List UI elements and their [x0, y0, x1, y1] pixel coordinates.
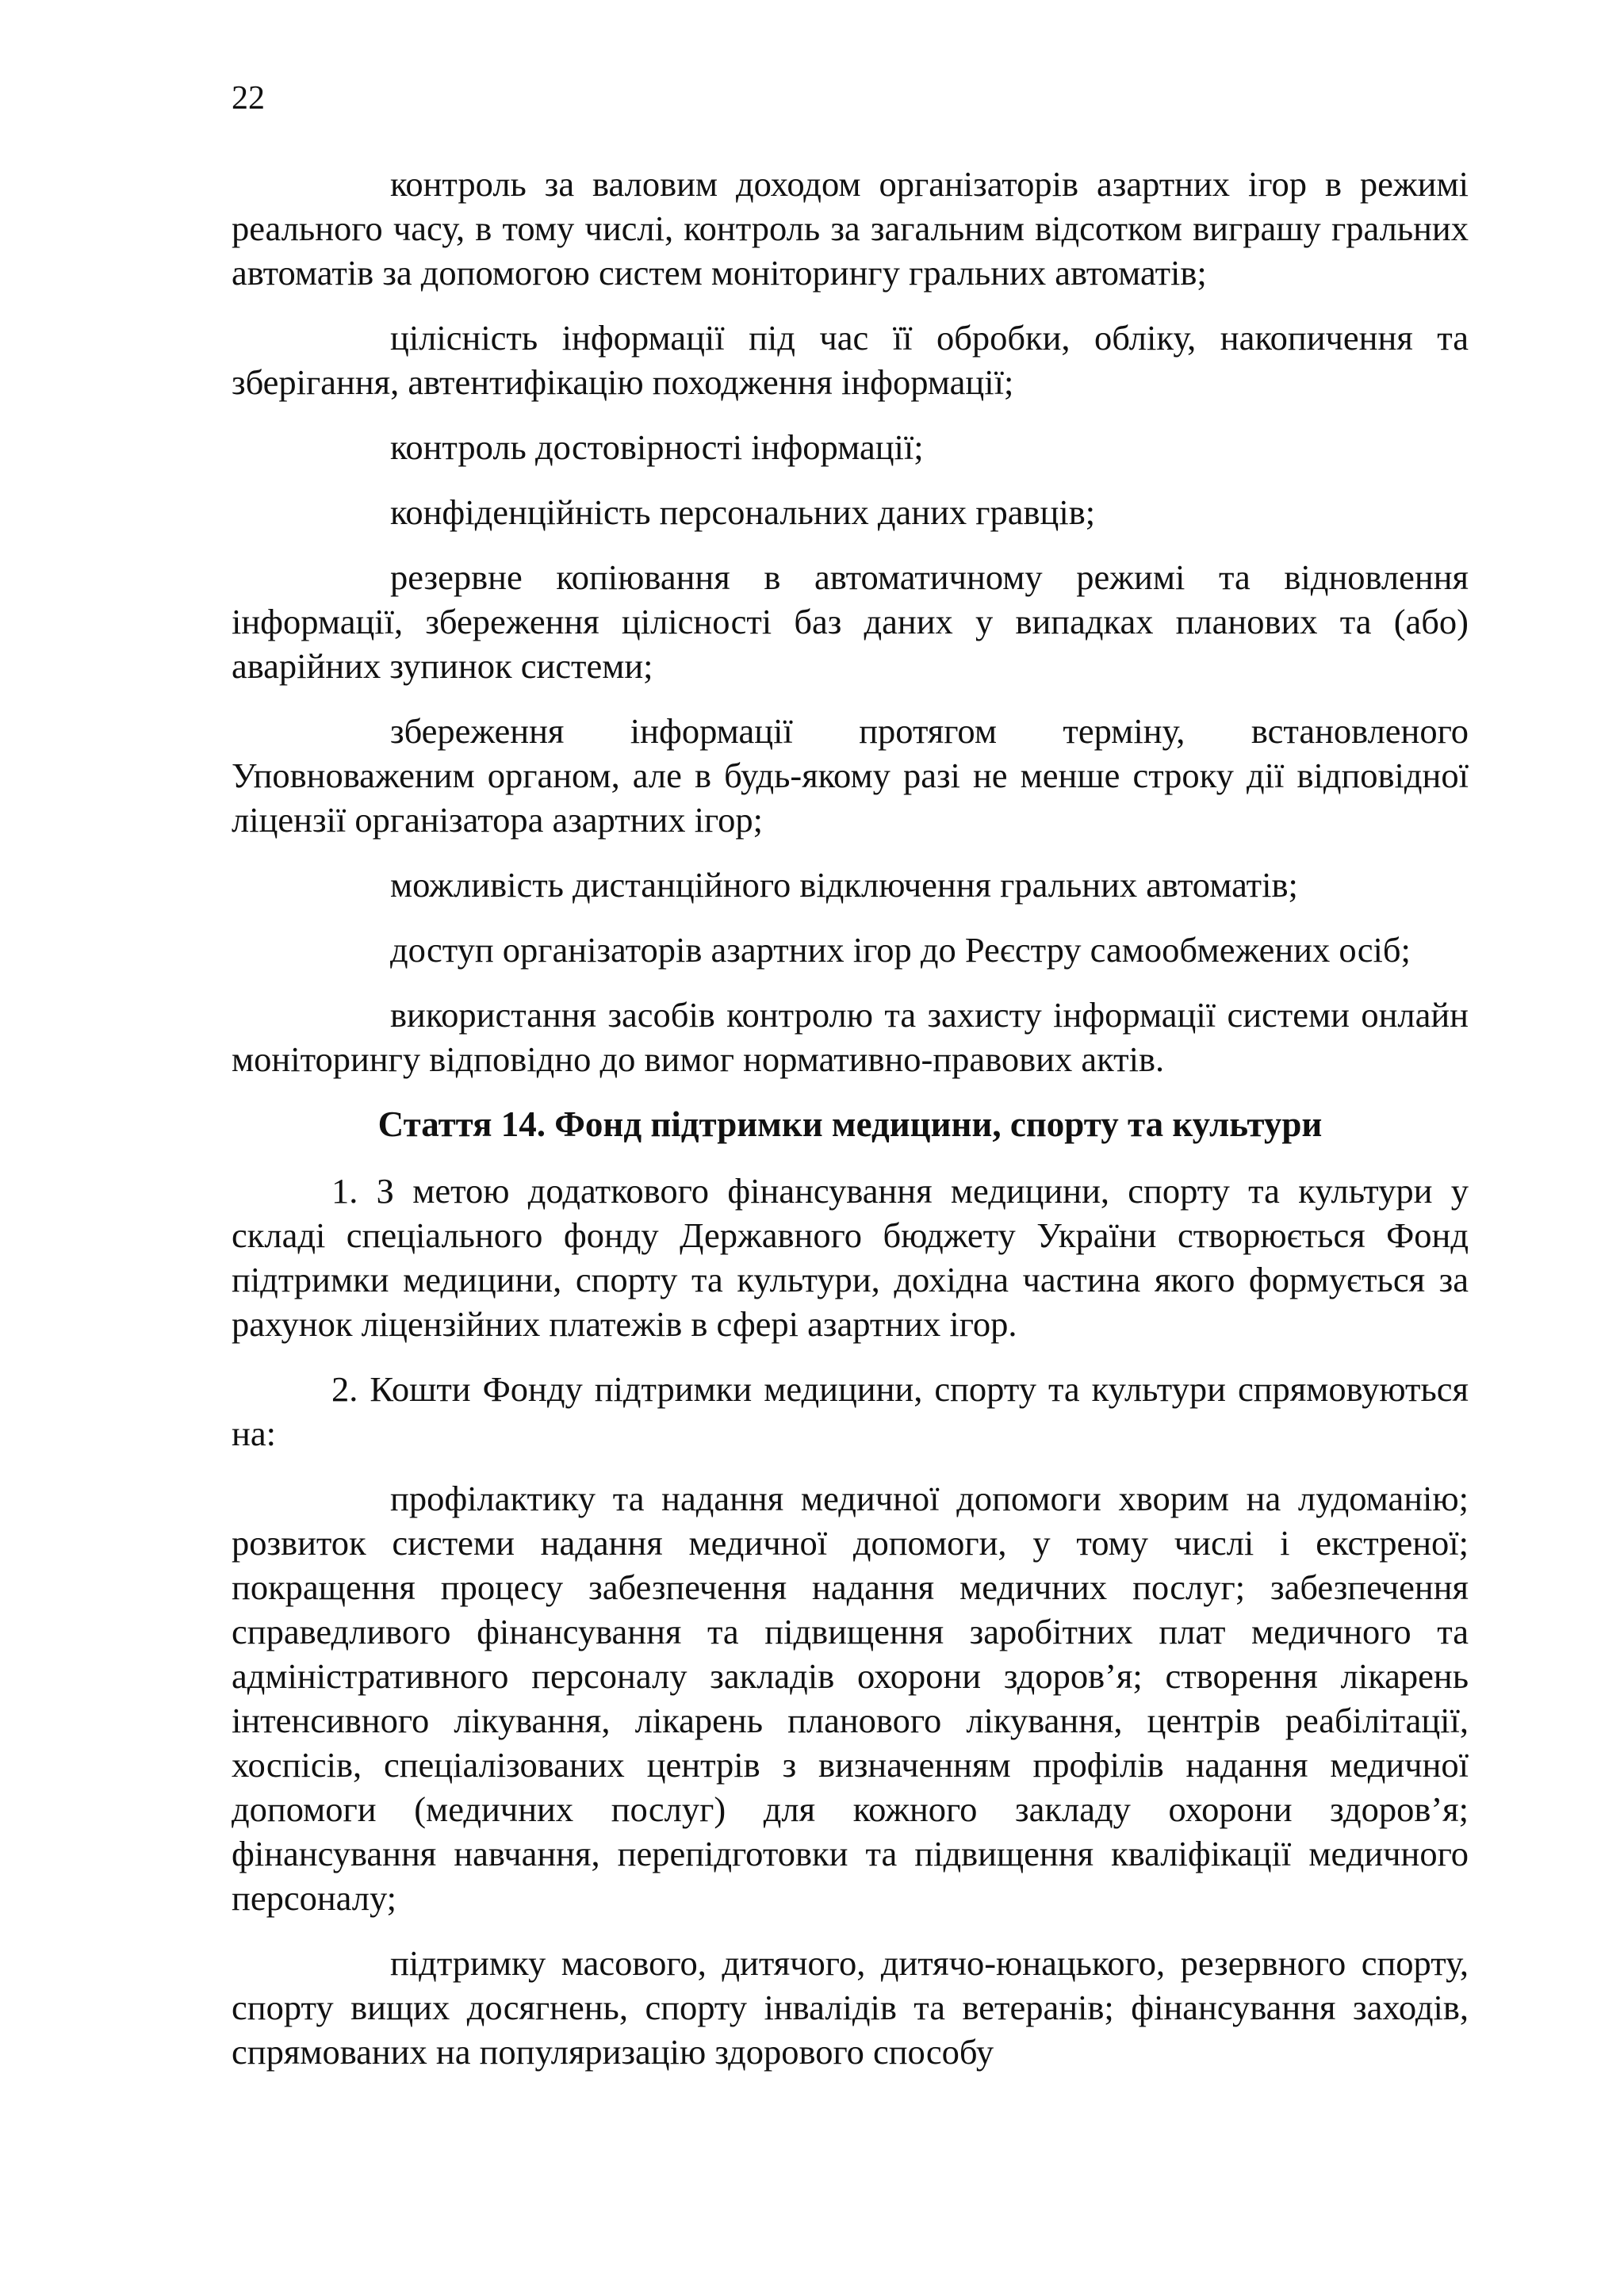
document-body	[232, 162, 1469, 2095]
paragraph-remote-shutdown: можливість дистанційного відключення гральних автоматів;	[390, 865, 1298, 905]
article-point-1: 1. З метою додаткового фінансування медицини, спорту та культури у складі спеціального фонду Державного бюджету України створюється Фонд підтримки медицини, спорту та культури, дохідна частина якого формується за рахунок ліцензійних платежів в сфері азартних ігор.	[232, 1171, 1469, 1344]
paragraph-sport: підтримку масового, дитячого, дитячо-юнацького, резервного спорту, спорту вищих досягнень, спорту інвалідів та ветеранів; фінансування заходів, спрямованих на популяризацію здорового способу	[232, 1943, 1469, 2072]
article-point-2: 2. Кошти Фонду підтримки медицини, спорту та культури спрямовуються на:	[232, 1369, 1469, 1453]
paragraph-reliability: контроль достовірності інформації;	[390, 427, 924, 467]
paragraph-confidentiality: конфіденційність персональних даних гравців;	[390, 492, 1096, 532]
paragraph-registry-access: доступ організаторів азартних ігор до Реєстру самообмежених осіб;	[390, 930, 1411, 970]
paragraph-retention: збереження інформації протягом терміну, встановленого Уповноваженим органом, але в будь-якому разі не менше строку дії відповідної ліцензії організатора азартних ігор;	[232, 711, 1469, 840]
page-number: 22	[232, 80, 265, 117]
paragraph-security-tools: використання засобів контролю та захисту інформації системи онлайн моніторингу відповідно до вимог нормативно-правових актів.	[232, 995, 1469, 1079]
paragraph-monitoring-revenue: контроль за валовим доходом організаторів азартних ігор в режимі реального часу, в тому числі, контроль за загальним відсотком виграшу гральних автоматів за допомогою систем моніторингу гральних автоматів;	[232, 164, 1469, 293]
paragraph-backup: резервне копіювання в автоматичному режимі та відновлення інформації, збереження цілісності баз даних у випадках планових та (або) аварійних зупинок системи;	[232, 557, 1469, 686]
paragraph-medicine: профілактику та надання медичної допомоги хворим на лудоманію; розвиток системи надання медичної допомоги, у тому числі і екстреної; покращення процесу забезпечення надання медичних послуг; забезпечення справедливого фінансування та підвищення заробітних плат медичного та адміністративного персоналу закладів охорони здоров’я; створення лікарень інтенсивного лікування, лікарень планового лікування, центрів реабілітації, хоспісів, спеціалізованих центрів з визначенням профілів надання медичної допомоги (медичних послуг) для кожного закладу охорони здоров’я; фінансування навчання, перепідготовки та підвищення кваліфікації медичного персоналу;	[232, 1479, 1469, 1918]
article-heading: Стаття 14. Фонд підтримки медицини, спорту та культури	[377, 1104, 1323, 1144]
paragraph-integrity: цілісність інформації під час її обробки, обліку, накопичення та зберігання, автентифікацію походження інформації;	[232, 318, 1469, 402]
